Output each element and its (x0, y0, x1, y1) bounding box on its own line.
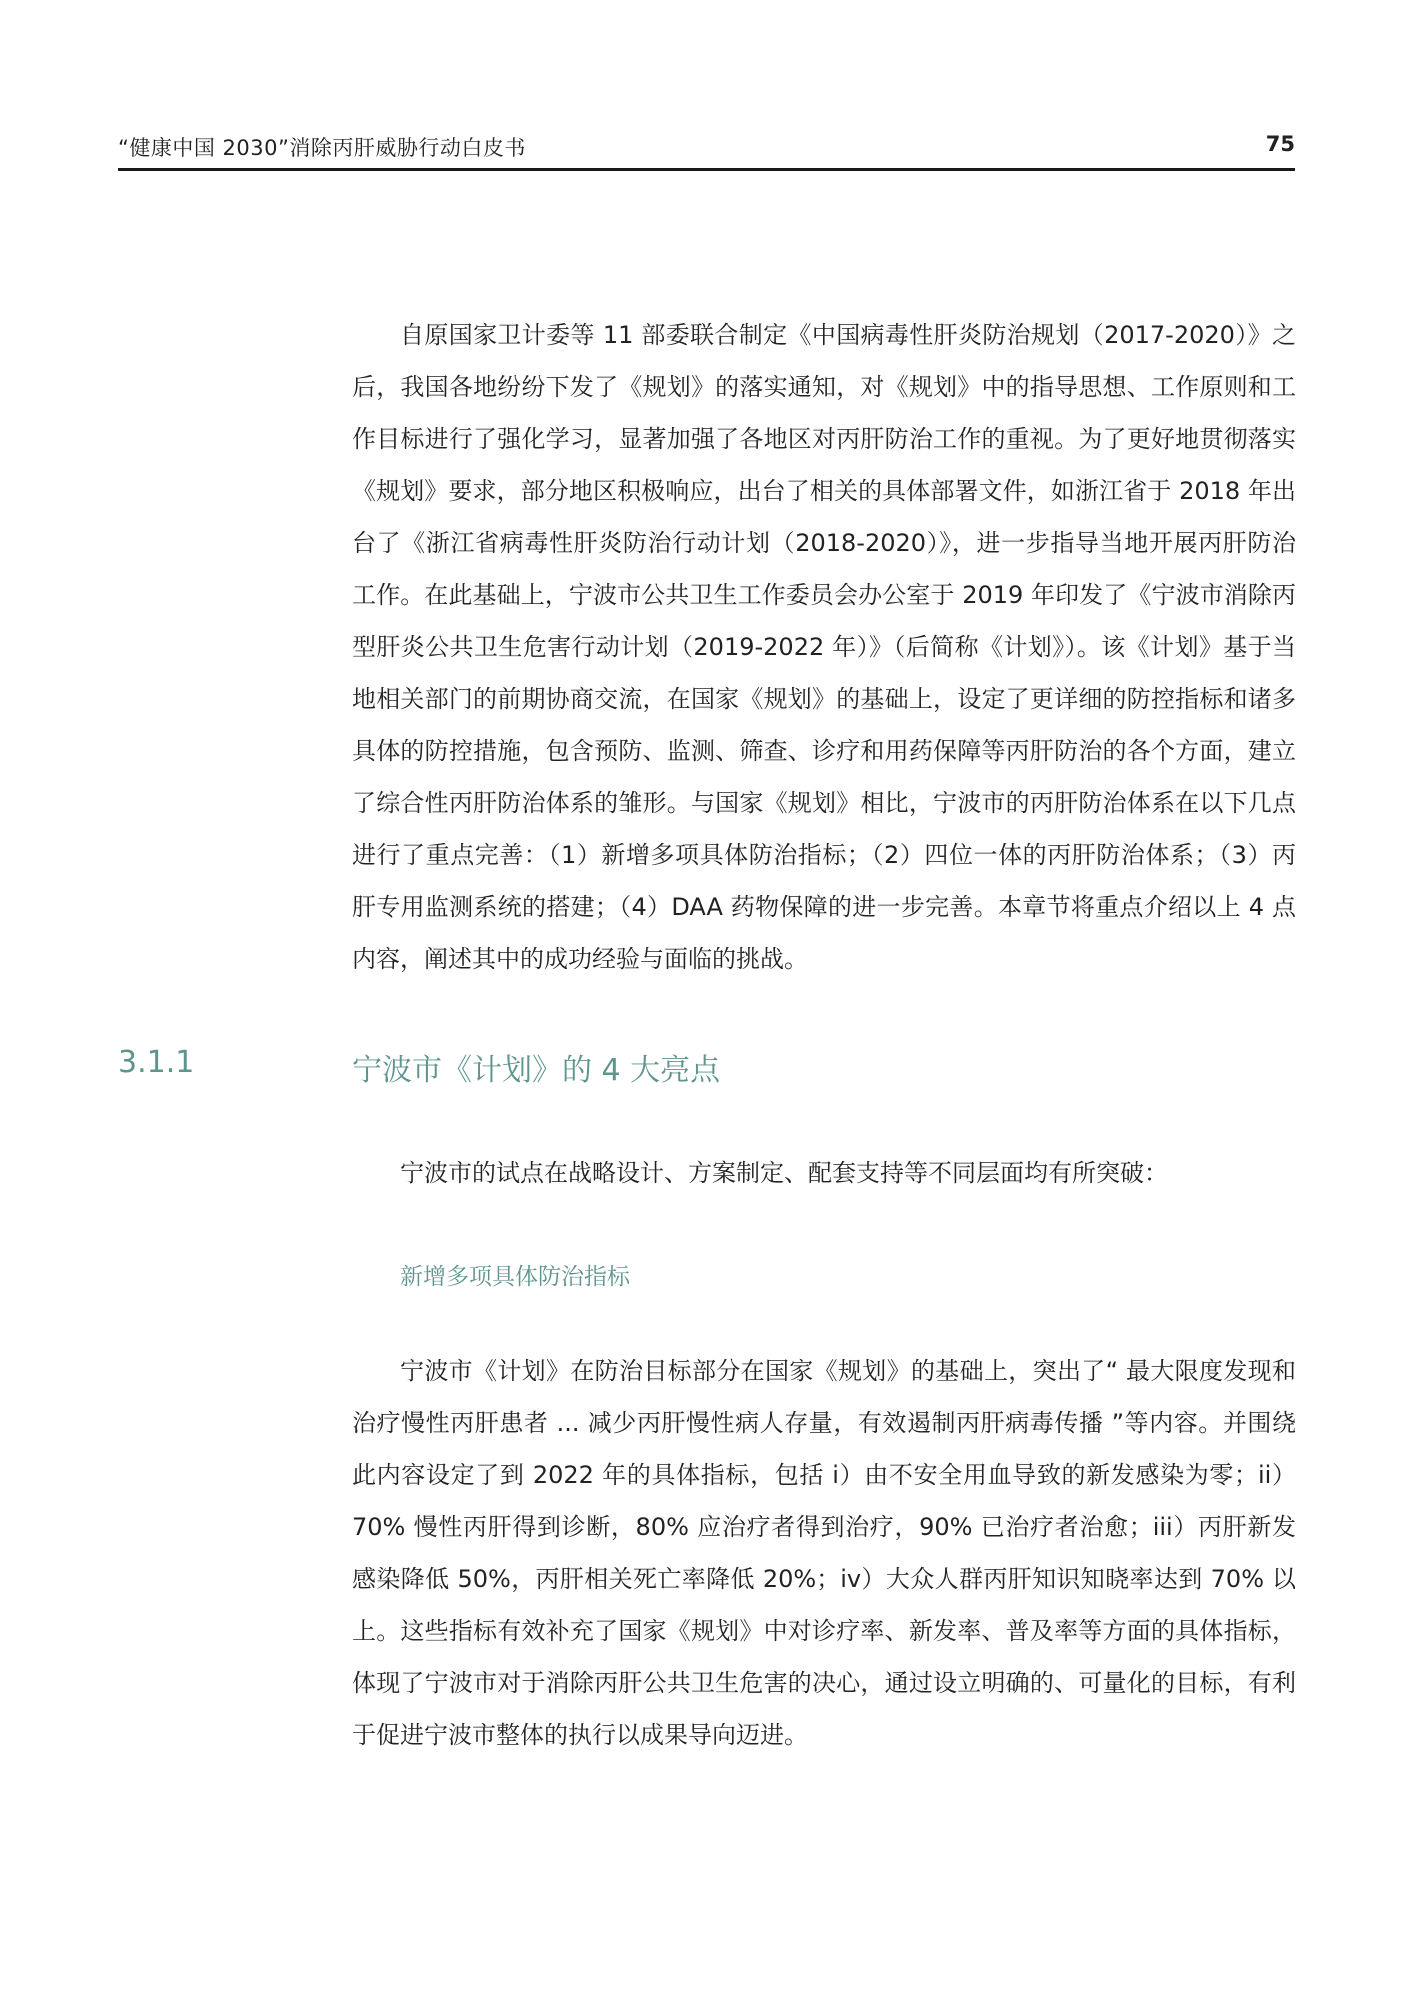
page-number: 75 (1265, 132, 1295, 156)
section-title: 宁波市《计划》的 4 大亮点 (352, 1053, 721, 1088)
header-title: “健康中国 2030”消除丙肝威胁行动白皮书 (118, 136, 526, 160)
section-number: 3.1.1 (118, 1045, 195, 1080)
page-header (118, 128, 1295, 171)
intro-paragraph: 自原国家卫计委等 11 部委联合制定《中国病毒性肝炎防治规划（2017-2020）》之后，我国各地纷纷下发了《规划》的落实通知，对《规划》中的指导思想、工作原则和工作目标进行了强化学习，显著加强了各地区对丙肝防治工作的重视。为了更好地贯彻落实《规划》要求，部分地区积极响应，出台了相关的具体部署文件，如浙江省于 2018 年出台了《浙江省病毒性肝炎防治行动计划（2018-2020）》，进一步指导当地开展丙肝防治工作。在此基础上，宁波市公共卫生工作委员会办公室于 2019 年印发了《宁波市消除丙型肝炎公共卫生危害行动计划（2019-2022 年）》（后简称《计划》）。该《计划》基于当地相关部门的前期协商交流，在国家《规划》的基础上，设定了更详细的防控指标和诸多具体的防控措施，包含预防、监测、筛查、诊疗和用药保障等丙肝防治的各个方面，建立了综合性丙肝防治体系的雏形。与国家《规划》相比，宁波市的丙肝防治体系在以下几点进行了重点完善：（1）新增多项具体防治指标；（2）四位一体的丙肝防治体系；（3）丙肝专用监测系统的搭建；（4）DAA 药物保障的进一步完善。本章节将重点介绍以上 4 点内容，阐述其中的成功经验与面临的挑战。 (352, 321, 1296, 973)
breakthrough-paragraph: 宁波市的试点在战略设计、方案制定、配套支持等不同层面均有所突破： (400, 1159, 1168, 1187)
subheading-new-indicators: 新增多项具体防治指标 (400, 1264, 630, 1290)
indicators-paragraph: 宁波市《计划》在防治目标部分在国家《规划》的基础上，突出了“ 最大限度发现和治疗慢性丙肝患者 ... 减少丙肝慢性病人存量，有效遏制丙肝病毒传播 ”等内容。并围绕此内容设定了到 2022 年的具体指标，包括 i）由不安全用血导致的新发感染为零；ii）70% 慢性丙肝得到诊断，80% 应治疗者得到治疗，90% 已治疗者治愈；iii）丙肝新发感染降低 50%，丙肝相关死亡率降低 20%；iv）大众人群丙肝知识知晓率达到 70% 以上。这些指标有效补充了国家《规划》中对诊疗率、新发率、普及率等方面的具体指标，体现了宁波市对于消除丙肝公共卫生危害的决心，通过设立明确的、可量化的目标，有利于促进宁波市整体的执行以成果导向迈进。 (352, 1357, 1296, 1749)
